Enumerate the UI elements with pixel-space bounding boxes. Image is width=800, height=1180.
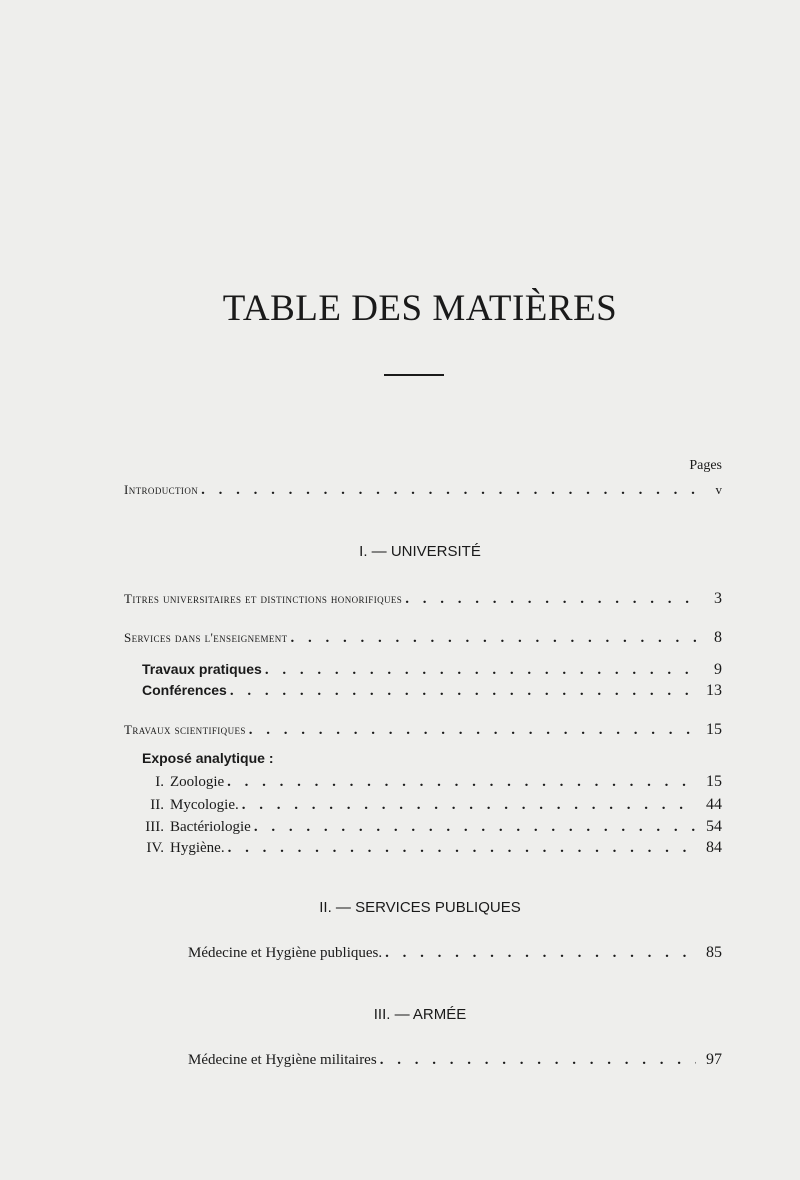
toc-entry-hygiene[interactable] [126, 839, 722, 857]
toc-entry-label [126, 796, 242, 814]
toc-entry-label: Introduction [124, 482, 199, 497]
section-heading-armee: III. — ARMÉE [373, 1006, 467, 1023]
toc-entry-mycologie[interactable] [126, 796, 722, 814]
toc-entry-conferences[interactable] [142, 681, 722, 700]
toc-entry-text: Bactériologie [170, 819, 251, 835]
toc-entry-number: IV. [146, 840, 164, 856]
toc-entry-label: Médecine et Hygiène militaires [188, 1052, 377, 1068]
dot-leader [291, 629, 696, 647]
toc-entry-page: 15 [706, 721, 722, 738]
toc-entry-page: 85 [706, 944, 722, 961]
section-heading-universite: I. — UNIVERSITÉ [359, 543, 481, 560]
toc-entry-titres[interactable] [124, 590, 722, 608]
expose-analytique-heading: Exposé analytique : [142, 750, 274, 766]
dot-leader [265, 661, 696, 679]
toc-entry-label: Travaux pratiques [142, 661, 262, 677]
dot-leader [405, 590, 696, 608]
toc-entry-page: 44 [706, 796, 722, 813]
dot-leader [254, 818, 696, 836]
toc-entry-page: 15 [706, 773, 722, 790]
toc-entry-introduction[interactable] [124, 481, 722, 499]
dot-leader [385, 944, 696, 962]
toc-entry-bacteriologie[interactable] [126, 818, 722, 836]
dot-leader [230, 682, 696, 700]
toc-entry-page: 97 [706, 1051, 722, 1068]
toc-entry-number: III. [145, 819, 164, 835]
toc-entry-label [126, 773, 227, 791]
dot-leader [228, 839, 696, 857]
toc-entry-medecine-publiques[interactable] [188, 944, 722, 962]
toc-entry-text: Hygiène. [170, 840, 225, 856]
toc-entry-medecine-militaires[interactable] [188, 1051, 722, 1069]
toc-entry-label: Conférences [142, 682, 227, 698]
toc-entry-page: 8 [714, 629, 722, 646]
toc-entry-number: II. [150, 797, 164, 813]
title-rule [384, 374, 444, 376]
toc-entry-text: Zoologie [170, 774, 225, 790]
toc-entry-page: 84 [706, 839, 722, 856]
toc-entry-label [126, 818, 254, 836]
toc-entry-zoologie[interactable] [126, 773, 722, 791]
section-heading-services-publiques: II. — SERVICES PUBLIQUES [319, 899, 521, 916]
toc-entry-text: Mycologie. [170, 797, 239, 813]
toc-entry-label [126, 839, 228, 857]
pages-column-label: Pages [689, 458, 722, 473]
toc-entry-number: I. [155, 774, 164, 790]
toc-entry-label: Travaux scientifiques [124, 722, 246, 737]
toc-entry-travaux-scientifiques[interactable] [124, 721, 722, 739]
dot-leader [249, 721, 696, 739]
toc-entry-label: Médecine et Hygiène publiques. [188, 945, 383, 961]
page-title: TABLE DES MATIÈRES [222, 288, 618, 329]
toc-entry-label: Services dans l'enseignement [124, 630, 288, 645]
toc-entry-label: Titres universitaires et distinctions honorifiques [124, 591, 403, 606]
toc-entry-page: 3 [714, 590, 722, 607]
toc-entry-page: 54 [706, 818, 722, 835]
toc-entry-travaux-pratiques[interactable] [142, 660, 722, 679]
toc-entry-page: v [715, 482, 722, 497]
dot-leader [242, 796, 696, 814]
toc-entry-page: 9 [714, 661, 722, 678]
dot-leader [227, 773, 696, 791]
toc-entry-page: 13 [706, 682, 722, 699]
dot-leader [380, 1051, 696, 1069]
dot-leader [201, 481, 696, 499]
toc-entry-services[interactable] [124, 629, 722, 647]
